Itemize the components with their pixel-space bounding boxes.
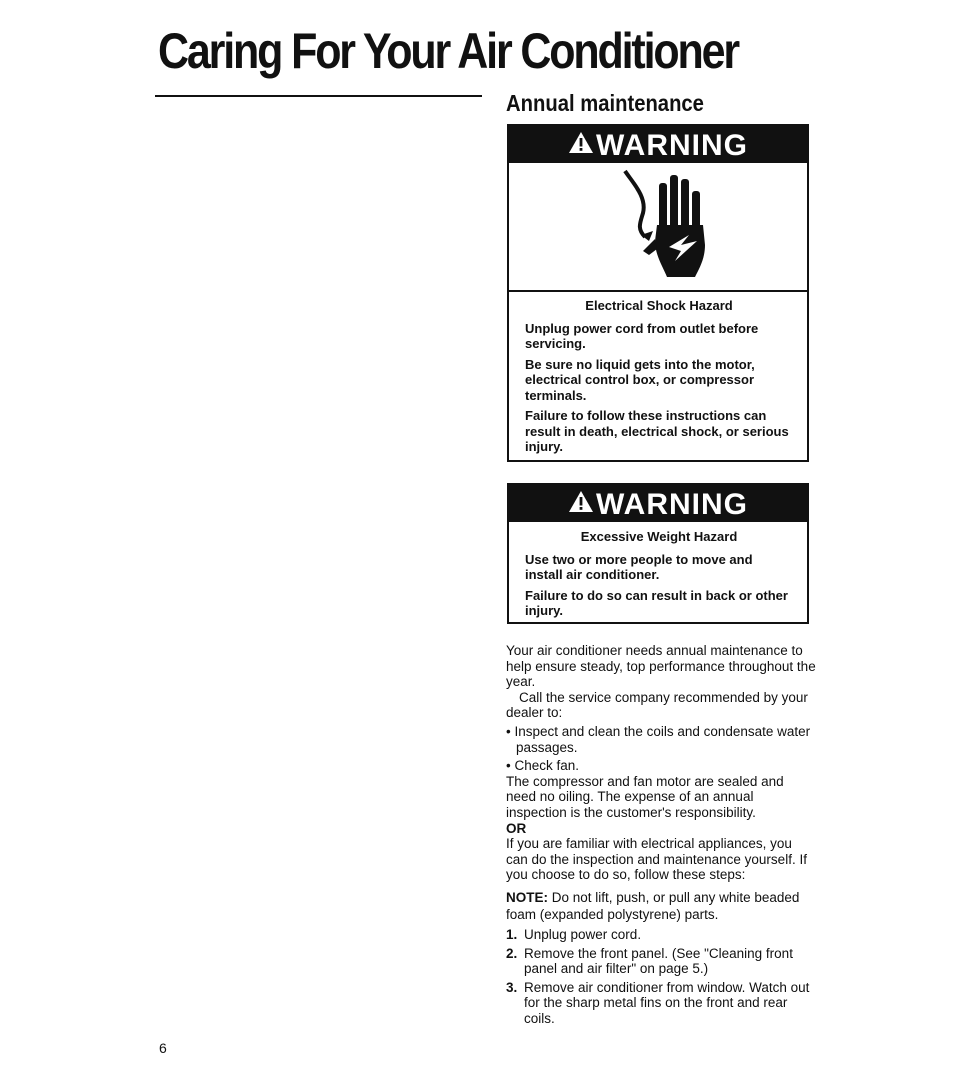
warning-line: Unplug power cord from outlet before servicing.	[525, 320, 759, 351]
warning-text	[509, 292, 807, 464]
section-title: Annual maintenance	[506, 90, 704, 116]
divider-rule	[155, 95, 482, 97]
list-item: 1. Unplug power cord.	[506, 926, 642, 942]
service-paragraph: Call the service company recommended by your dealer to:	[506, 689, 808, 721]
warning-line: Failure to do so can result in back or other injury.	[525, 587, 788, 618]
shock-icon-area	[509, 163, 807, 292]
list-item: • Check fan.	[506, 758, 580, 774]
electrical-shock-hand-icon	[619, 169, 719, 281]
electrical-shock-warning	[507, 124, 809, 462]
warning-line: Be sure no liquid gets into the motor, electrical control box, or compressor terminals.	[525, 356, 755, 403]
list-item: 3. Remove air conditioner from window. Watch out for the sharp metal fins on the front and rear coils.	[506, 979, 810, 1026]
sealed-parts-paragraph: The compressor and fan motor are sealed and need no oiling. The expense of an annual inspection is the customer's responsibility.	[506, 773, 784, 820]
hazard-title: Excessive Weight Hazard	[580, 529, 738, 544]
page-title: Caring For Your Air Conditioner	[158, 23, 738, 79]
weight-warning	[507, 483, 809, 624]
diy-paragraph: If you are familiar with electrical appliances, you can do the inspection and maintenance yourself. If you choose to do so, follow these steps:	[506, 836, 807, 883]
warning-line: Use two or more people to move and install air conditioner.	[525, 551, 753, 582]
hazard-title: Electrical Shock Hazard	[585, 298, 733, 313]
maintenance-text	[506, 643, 816, 1026]
steps-list	[506, 927, 816, 1027]
warning-triangle-icon	[568, 126, 594, 166]
warning-triangle-icon	[568, 485, 594, 525]
warning-text	[509, 522, 807, 628]
warning-header: WARNING	[509, 126, 807, 163]
warning-line: Failure to follow these instructions can result in death, electrical shock, or serious injury.	[525, 408, 789, 454]
intro-paragraph: Your air conditioner needs annual maintenance to help ensure steady, top performance throughout the year.	[506, 643, 816, 690]
warning-header: WARNING	[509, 485, 807, 522]
note: NOTE: Do not lift, push, or pull any white beaded foam (expanded polystyrene) parts.	[506, 889, 800, 922]
page-number: 6	[159, 1040, 167, 1056]
list-item: 2. Remove the front panel. (See "Cleaning front panel and air filter" on page 5.)	[506, 945, 793, 977]
or-label: OR	[506, 820, 527, 836]
list-item: • Inspect and clean the coils and condensate water passages.	[506, 723, 811, 755]
